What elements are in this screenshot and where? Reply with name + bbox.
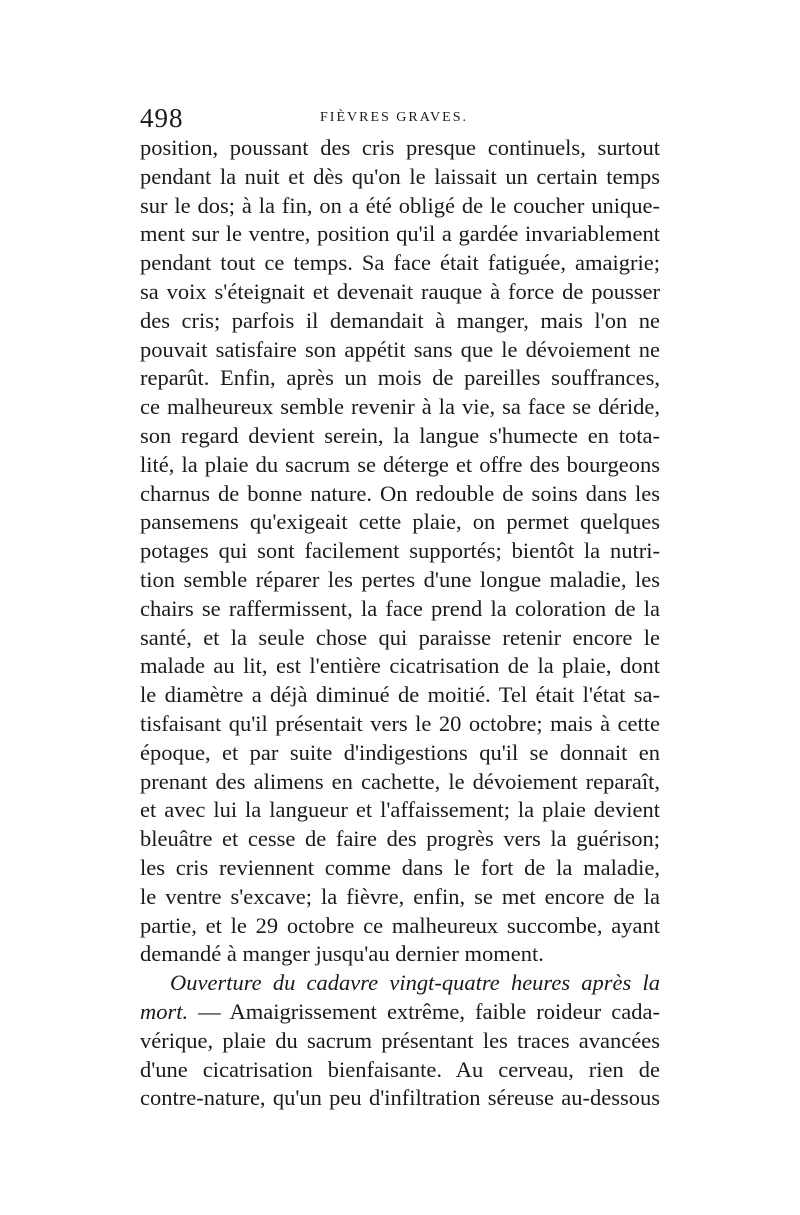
text-line: d'une cicatrisation bienfaisante. Au cerveau, rien de <box>140 1056 660 1082</box>
text-line: santé, et la seule chose qui paraisse retenir encore le <box>140 624 660 650</box>
autopsy-line-rest: — Amaigrissement extrême, faible roideur cada- <box>188 998 660 1024</box>
text-line: pendant la nuit et dès qu'on le laissait un certain temps <box>140 163 660 189</box>
page-header <box>140 98 660 138</box>
body-text <box>140 134 660 1113</box>
running-head: FIÈVRES GRAVES. <box>320 110 468 125</box>
text-line: bleuâtre et cesse de faire des progrès vers la guérison; <box>140 826 660 852</box>
text-line: tion semble réparer les pertes d'une longue maladie, les <box>140 566 660 592</box>
text-line: charnus de bonne nature. On redouble de soins dans les <box>140 480 660 506</box>
text-line: chairs se raffermissent, la face prend la coloration de la <box>140 595 660 621</box>
text-line: le ventre s'excave; la fièvre, enfin, se met encore de la <box>140 883 660 909</box>
text-line: malade au lit, est l'entière cicatrisation de la plaie, dont <box>140 653 660 679</box>
text-line: sur le dos; à la fin, on a été obligé de le coucher unique- <box>140 192 660 218</box>
text-line: position, poussant des cris presque continuels, surtout <box>140 135 660 160</box>
autopsy-heading-line: Ouverture du cadavre vingt-quatre heures après la <box>170 970 660 996</box>
page-number: 498 <box>140 103 184 133</box>
text-line: pendant tout ce temps. Sa face était fatiguée, amaigrie; <box>140 250 660 276</box>
text-line: les cris reviennent comme dans le fort de la maladie, <box>140 854 660 880</box>
text-line: et avec lui la langueur et l'affaissement; la plaie devient <box>140 797 660 823</box>
text-line: ment sur le ventre, position qu'il a gardée invariablement <box>140 221 660 247</box>
text-line: tisfaisant qu'il présentait vers le 20 octobre; mais à cette <box>140 710 660 736</box>
text-line: demandé à manger jusqu'au dernier moment. <box>140 941 544 967</box>
text-line: prenant des alimens en cachette, le dévoiement reparaît, <box>140 768 660 794</box>
text-line: époque, et par suite d'indigestions qu'il se donnait en <box>140 739 660 765</box>
autopsy-heading-end: mort. <box>140 998 189 1024</box>
text-line: sa voix s'éteignait et devenait rauque à force de pousser <box>140 278 660 304</box>
text-line: contre-nature, qu'un peu d'infiltration séreuse au-dessous <box>140 1085 660 1111</box>
text-line: pansemens qu'exigeait cette plaie, on permet quelques <box>140 509 660 535</box>
text-line: vérique, plaie du sacrum présentant les traces avancées <box>140 1027 660 1053</box>
text-line: reparût. Enfin, après un mois de pareilles souffrances, <box>140 365 660 391</box>
autopsy-line <box>140 998 660 1027</box>
text-line: son regard devient serein, la langue s'humecte en tota- <box>140 422 660 448</box>
text-line: lité, la plaie du sacrum se déterge et offre des bourgeons <box>140 451 660 477</box>
text-line: potages qui sont facilement supportés; bientôt la nutri- <box>140 538 660 564</box>
text-line: ce malheureux semble revenir à la vie, sa face se déride, <box>140 394 660 420</box>
text-line: pouvait satisfaire son appétit sans que le dévoiement ne <box>140 336 660 362</box>
text-line: partie, et le 29 octobre ce malheureux succombe, ayant <box>140 912 660 938</box>
text-line: des cris; parfois il demandait à manger, mais l'on ne <box>140 307 660 333</box>
text-line: le diamètre a déjà diminué de moitié. Tel était l'état sa- <box>140 682 660 708</box>
